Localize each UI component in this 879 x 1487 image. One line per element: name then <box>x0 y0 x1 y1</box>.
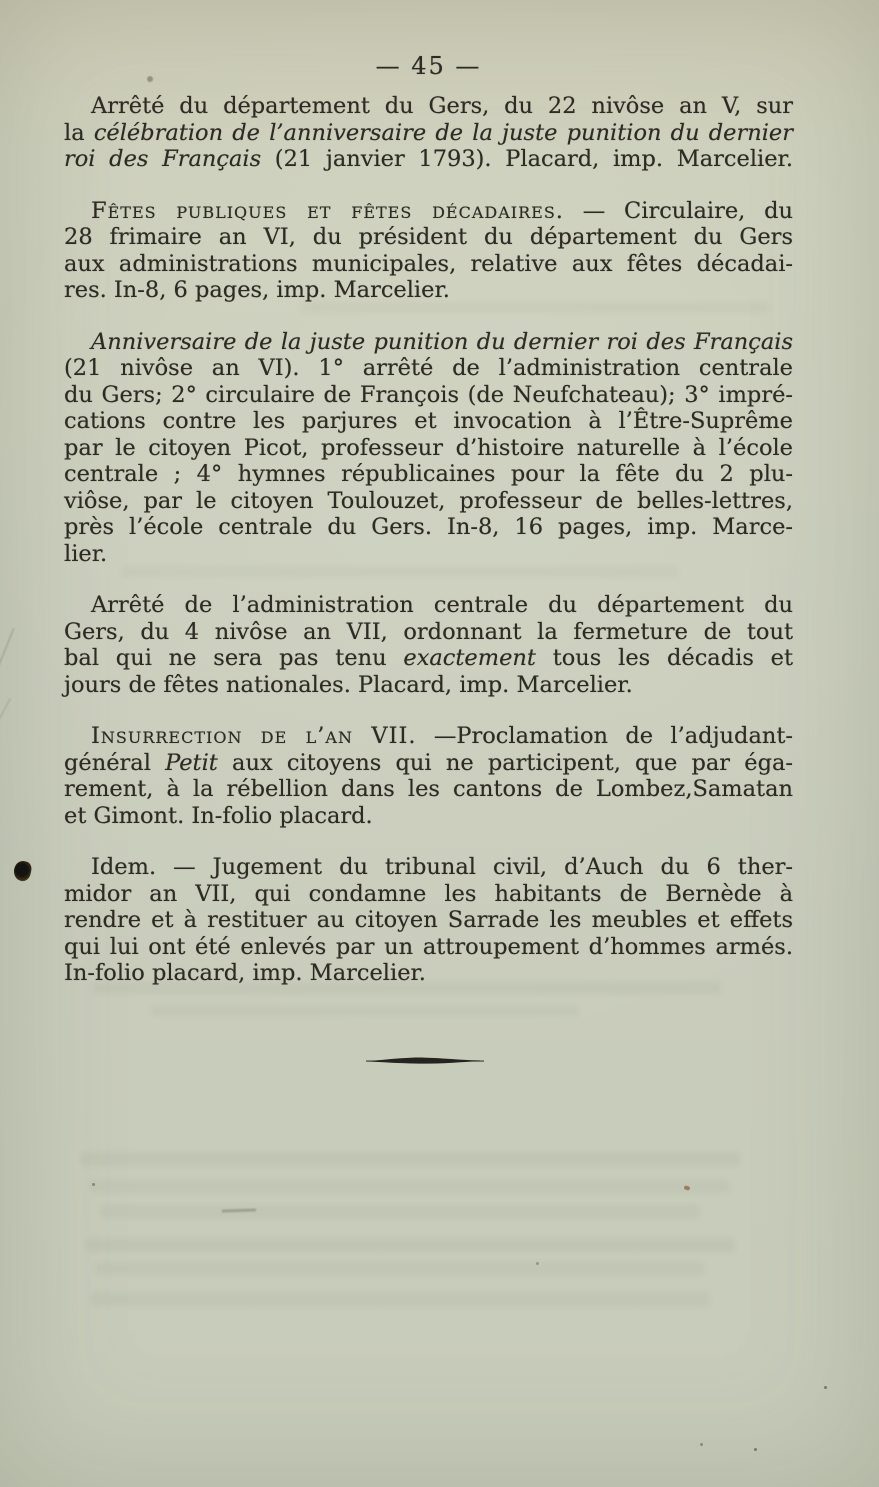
ink-blot-stain <box>12 859 33 882</box>
text-segment: Idem. — Jugement du tribunal civil, d’Auch du 6 ther- <box>91 854 793 880</box>
text-line <box>64 645 793 672</box>
text-segment: qui lui ont été enlevés par un attroupement d’hommes armés. <box>64 933 793 960</box>
text-segment: (21 janvier 1793). Placard, imp. Marcelier. <box>261 146 793 172</box>
text-line <box>64 541 793 568</box>
text-segment: (21 nivôse an VI). 1° arrêté de l’administration centrale <box>64 355 793 381</box>
text-segment: Insurrection de l’an VII. <box>91 723 417 749</box>
text-segment: la <box>64 119 94 146</box>
paragraph <box>64 854 793 987</box>
text-line <box>64 251 793 278</box>
paper-speck <box>700 1443 703 1446</box>
paragraph <box>64 723 793 829</box>
text-segment: par le citoyen Picot, professeur d’histoire naturelle à l’école <box>64 434 793 461</box>
text-segment: bal qui ne sera pas tenu <box>64 645 404 671</box>
text-line <box>64 881 793 908</box>
text-line <box>64 776 793 803</box>
bleed-through-text <box>85 1238 735 1252</box>
text-line <box>64 382 793 409</box>
text-segment: rement, à la rébellion dans les cantons de Lombez,Samatan <box>64 776 793 802</box>
text-line <box>64 488 793 515</box>
text-segment: aux citoyens qui ne participent, que par éga- <box>217 749 794 776</box>
text-segment: du Gers; 2° circulaire de François (de Neufchateau); 3° impré- <box>64 381 793 408</box>
paper-speck <box>147 76 153 82</box>
text-line <box>64 120 793 147</box>
text-line <box>64 619 793 646</box>
text-column <box>64 52 793 1012</box>
text-segment: — Circulaire, du <box>563 197 794 224</box>
text-line <box>64 408 793 435</box>
edge-scratch <box>0 628 15 683</box>
bleed-through-text <box>90 1292 710 1306</box>
text-line <box>64 803 793 830</box>
text-segment: Fêtes publiques et fêtes décadaires. <box>91 197 564 224</box>
text-segment: Anniversaire de la juste punition du dernier roi des Français <box>91 328 793 355</box>
text-segment: lier. <box>64 540 108 567</box>
text-line <box>64 723 793 750</box>
text-segment: res. In-8, 6 pages, imp. Marcelier. <box>64 277 450 303</box>
text-line <box>64 461 793 488</box>
paper-speck <box>754 1448 757 1451</box>
text-line <box>64 854 793 881</box>
bleed-through-text <box>80 1152 740 1166</box>
text-segment: exactement <box>403 645 536 671</box>
text-line <box>64 750 793 777</box>
text-segment: In-folio placard, imp. Marcelier. <box>64 960 426 986</box>
text-line <box>64 592 793 619</box>
paragraph <box>64 329 793 568</box>
edge-scratch <box>0 698 11 734</box>
text-segment: centrale ; 4° hymnes républicaines pour la fête du 2 plu- <box>64 461 793 487</box>
text-segment: tous les décadis et <box>535 645 794 671</box>
text-line <box>64 198 793 225</box>
text-segment: cations contre les parjures et invocation à l’Être-Suprême <box>64 408 793 434</box>
bleed-through-text <box>150 1006 580 1016</box>
text-line <box>64 277 793 304</box>
bleed-through-text <box>90 1180 730 1193</box>
bleed-through-text <box>100 1205 700 1218</box>
text-segment: roi des Français <box>64 146 262 172</box>
text-segment: près l’école centrale du Gers. In-8, 16 pages, imp. Marce- <box>64 514 793 540</box>
text-line <box>64 514 793 541</box>
text-segment: rendre et à restituer au citoyen Sarrade les meubles et effets <box>64 907 793 933</box>
text-segment: midor an VII, qui condamne les habitants de Bernède à <box>64 880 793 907</box>
paragraph <box>64 93 793 173</box>
paper-speck <box>824 1386 827 1389</box>
paragraph <box>64 592 793 698</box>
bleed-through-text <box>92 982 722 994</box>
text-segment: Arrêté du département du Gers, du 22 nivôse an V, sur <box>91 93 793 119</box>
text-line <box>64 224 793 251</box>
text-line <box>64 934 793 961</box>
text-segment: aux administrations municipales, relative aux fêtes décadai- <box>64 250 793 277</box>
text-line <box>64 329 793 356</box>
text-segment: viôse, par le citoyen Toulouzet, professeur de belles-lettres, <box>64 487 793 514</box>
text-line <box>64 355 793 382</box>
text-segment: célébration de l’anniversaire de la juste punition du dernier <box>93 119 793 146</box>
text-segment: jours de fêtes nationales. Placard, imp. Marcelier. <box>64 671 633 698</box>
text-body <box>64 93 793 987</box>
text-line <box>64 672 793 699</box>
page-number: — 45 — <box>375 52 482 80</box>
text-segment: Gers, du 4 nivôse an VII, ordonnant la fermeture de tout <box>64 618 793 645</box>
text-segment: Petit <box>165 749 218 776</box>
bleed-through-text <box>300 302 770 313</box>
bleed-through-text <box>120 566 680 577</box>
bleed-through-text <box>95 1262 705 1275</box>
text-segment: 28 frimaire an VI, du président du département du Gers <box>64 224 793 250</box>
paragraph <box>64 198 793 304</box>
text-segment: Arrêté de l’administration centrale du département du <box>91 592 793 618</box>
text-line <box>64 435 793 462</box>
text-line <box>64 146 793 173</box>
text-line <box>64 907 793 934</box>
text-line <box>64 93 793 120</box>
text-segment: —Proclamation de l’adjudant- <box>416 723 793 749</box>
text-segment: et Gimont. In-folio placard. <box>64 802 373 829</box>
text-segment: général <box>64 749 166 776</box>
section-divider <box>366 1055 484 1067</box>
